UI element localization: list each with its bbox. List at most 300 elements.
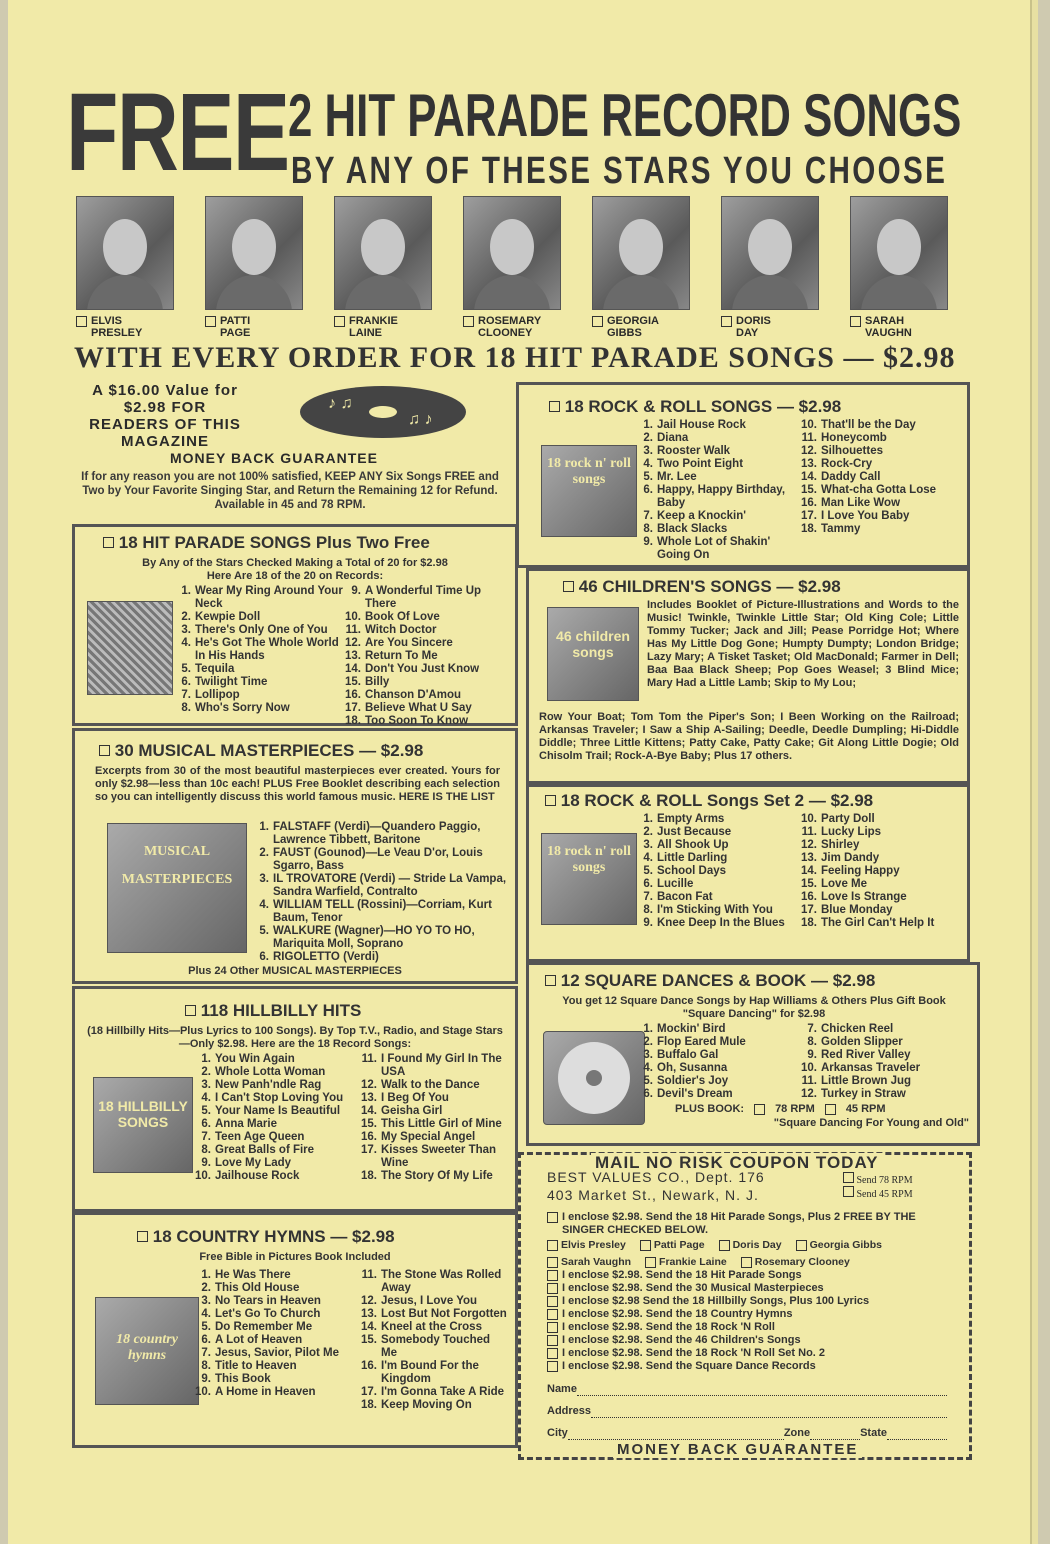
song-number: 11. [801, 826, 817, 838]
coupon-option [547, 1334, 957, 1347]
coupon-option-checkbox[interactable] [547, 1283, 558, 1294]
list-item [173, 689, 343, 702]
photo-body [87, 275, 163, 310]
song-number: 6. [201, 1334, 211, 1346]
song-number: 10. [195, 1386, 211, 1398]
song-number: 14. [801, 865, 817, 877]
country-hymns-checkbox[interactable] [137, 1231, 148, 1242]
masterpieces-footer: Plus 24 Other MUSICAL MASTERPIECES [188, 965, 402, 977]
list-item [799, 419, 959, 432]
list-item [635, 419, 799, 432]
hillbilly-checkbox[interactable] [185, 1005, 196, 1016]
star-first-name: PATTI [220, 315, 251, 327]
song-number: 15. [361, 1334, 377, 1346]
song-number: 16. [801, 497, 817, 509]
star-checkbox[interactable] [463, 316, 474, 327]
song-title: All Shook Up [657, 839, 729, 851]
list-item [799, 1036, 969, 1049]
song-title: Walk to the Dance [381, 1079, 480, 1091]
song-number: 1. [643, 813, 653, 825]
list-item [799, 445, 959, 458]
list-item [799, 458, 959, 471]
list-item [173, 624, 343, 637]
value-statement: A $16.00 Value for $2.98 FOR READERS OF THIS MAGAZINE [89, 382, 241, 450]
song-title: Turkey in Straw [821, 1088, 906, 1100]
masterpieces-body: Excerpts from 30 of the most beautiful masterpieces ever created. Yours for only $2.98—less than 10c each! PLUS Free Booklet describing each selection so you can intelligently discuss this world famous music. HERE IS THE LIST [95, 765, 500, 803]
square-dances-body: You get 12 Square Dance Songs by Hap Williams & Others Plus Gift Book "Square Dancing" for $2.98 [562, 995, 946, 1020]
photo-body [345, 275, 421, 310]
rock-roll-checkbox[interactable] [549, 401, 560, 412]
song-number: 11. [361, 1053, 377, 1065]
song-title: Whole Lot of Shakin' Going On [657, 536, 771, 561]
song-title: Feeling Happy [821, 865, 900, 877]
list-item [799, 878, 959, 891]
singer-checkbox[interactable] [640, 1240, 651, 1251]
square-dances-list-2 [799, 1023, 969, 1101]
zone-field[interactable] [810, 1427, 860, 1440]
list-item [799, 1075, 969, 1088]
song-title: Black Slacks [657, 523, 728, 535]
song-number: 18. [801, 523, 817, 535]
list-item [635, 523, 799, 536]
song-number: 12. [361, 1079, 377, 1091]
list-item [799, 510, 959, 523]
song-number: 9. [643, 917, 653, 929]
star-name-row [76, 315, 172, 339]
rock-roll-set2-list-2 [799, 813, 959, 930]
song-title: Lollipop [195, 689, 240, 701]
song-title: Empty Arms [657, 813, 725, 825]
hillbilly-list-2 [359, 1053, 509, 1183]
song-title: Rock-Cry [821, 458, 873, 470]
list-item [193, 1334, 363, 1347]
list-item [359, 1295, 509, 1308]
song-title: New Panh'ndle Rag [215, 1079, 322, 1091]
song-title: FAUST (Gounod)—Le Veau D'or, Louis Sgarro, Bass [273, 847, 483, 872]
coupon-company: BEST VALUES CO., Dept. 176 [547, 1169, 765, 1185]
list-item [359, 1386, 509, 1399]
list-item [635, 1075, 805, 1088]
coupon-option-label: I enclose $2.98. Send the 46 Children's Songs [562, 1334, 801, 1346]
coupon-option-checkbox[interactable] [547, 1309, 558, 1320]
star-photo [850, 196, 948, 310]
coupon-option [547, 1321, 957, 1334]
song-number: 17. [361, 1144, 377, 1156]
list-item [799, 813, 959, 826]
song-number: 13. [801, 852, 817, 864]
singer-label: Patti Page [653, 1239, 705, 1251]
song-number: 11. [801, 432, 817, 444]
song-title: My Special Angel [381, 1131, 476, 1143]
star-first-name: ROSEMARY [478, 315, 542, 327]
send-45-row [843, 1185, 913, 1200]
coupon-header: MAIL NO RISK COUPON TODAY [591, 1153, 883, 1173]
coupon-option-checkbox[interactable] [547, 1361, 558, 1372]
song-title: Lucille [657, 878, 694, 890]
list-item [193, 1295, 363, 1308]
song-title: Diana [657, 432, 689, 444]
song-title: Who's Sorry Now [195, 702, 290, 714]
rock-roll-set2-list-1 [635, 813, 805, 930]
masterpieces-title: 30 MUSICAL MASTERPIECES — $2.98 [114, 741, 424, 760]
song-number: 3. [201, 1295, 211, 1307]
list-item [193, 1131, 363, 1144]
list-item [173, 676, 343, 689]
masterpieces-checkbox[interactable] [99, 745, 110, 756]
plus-book-label: PLUS BOOK: [675, 1103, 745, 1115]
star-photo [76, 196, 174, 310]
rpm-78-label: 78 RPM [775, 1103, 815, 1115]
song-number: 16. [361, 1131, 377, 1143]
song-number: 15. [345, 676, 361, 688]
song-title: What-cha Gotta Lose [821, 484, 937, 496]
country-hymns-list-2 [359, 1269, 509, 1412]
list-item [193, 1386, 363, 1399]
star-first-name: SARAH [865, 315, 905, 327]
song-title: Believe What U Say [365, 702, 472, 714]
list-item [343, 624, 513, 637]
childrens-title-row [563, 577, 841, 597]
enclose-main-text: I enclose $2.98. Send the 18 Hit Parade Songs, Plus 2 FREE BY THE SINGER CHECKED BELOW. [562, 1211, 916, 1236]
send-78-checkbox[interactable] [843, 1172, 854, 1183]
song-number: 1. [201, 1269, 211, 1281]
list-item [193, 1092, 363, 1105]
singer-option [796, 1239, 882, 1252]
square-dances-checkbox[interactable] [545, 975, 556, 986]
rock-roll-album-cover: 18 rock n' roll songs [541, 445, 637, 537]
star-name [607, 315, 659, 339]
song-number: 12. [801, 839, 817, 851]
list-item [359, 1131, 509, 1144]
star-checkbox[interactable] [334, 316, 345, 327]
city-field[interactable] [568, 1427, 784, 1440]
square-dances-title-row [545, 971, 875, 991]
list-item [193, 1157, 363, 1170]
singer-checkbox[interactable] [645, 1257, 656, 1268]
intro-body: If for any reason you are not 100% satisfied, KEEP ANY Six Songs FREE and Two by Your Favorite Singing Star, and Return the Remaining 12 for Refund. Available in 45 and 78 RPM. [81, 471, 499, 511]
song-number: 14. [361, 1105, 377, 1117]
song-number: 5. [643, 865, 653, 877]
song-number: 9. [807, 1049, 817, 1061]
song-title: Honeycomb [821, 432, 887, 444]
song-number: 6. [643, 484, 653, 496]
list-item [635, 1062, 805, 1075]
list-item [359, 1144, 509, 1170]
hillbilly-box [72, 986, 518, 1212]
list-item [193, 1105, 363, 1118]
song-number: 10. [801, 1062, 817, 1074]
list-item [635, 432, 799, 445]
address-row [547, 1405, 947, 1418]
rock-roll-box [516, 382, 970, 568]
coupon-option-checkbox[interactable] [547, 1348, 558, 1359]
star-last-name: VAUGHN [865, 327, 912, 339]
star-name-row [850, 315, 946, 339]
singer-label: Elvis Presley [561, 1239, 626, 1251]
song-title: Tequila [195, 663, 235, 675]
coupon-option [547, 1269, 957, 1282]
song-title: Jim Dandy [821, 852, 880, 864]
singer-choices [547, 1239, 947, 1269]
song-title: This Little Girl of Mine [381, 1118, 502, 1130]
song-number: 9. [351, 585, 361, 597]
song-title: WILLIAM TELL (Rossini)—Corriam, Kurt Baum, Tenor [273, 899, 492, 924]
state-field[interactable] [887, 1427, 947, 1440]
song-title: Return To Me [365, 650, 438, 662]
song-title: Knee Deep In the Blues [657, 917, 785, 929]
song-number: 7. [201, 1131, 211, 1143]
name-label: Name [547, 1383, 577, 1395]
star-photo [334, 196, 432, 310]
song-number: 13. [801, 458, 817, 470]
list-item [635, 536, 799, 562]
song-number: 18. [801, 917, 817, 929]
coupon-option-label: I enclose $2.98. Send the 18 Hit Parade Songs [562, 1269, 802, 1281]
song-title: Chanson D'Amou [365, 689, 462, 701]
song-title: I'm Sticking With You [657, 904, 773, 916]
singer-checkbox[interactable] [719, 1240, 730, 1251]
rock-roll-set2-title-row [545, 791, 873, 811]
photo-body [861, 275, 937, 310]
song-number: 8. [643, 904, 653, 916]
song-title: Teen Age Queen [215, 1131, 305, 1143]
send-45-label: Send 45 RPM [856, 1189, 913, 1200]
list-item [635, 826, 805, 839]
list-item [799, 891, 959, 904]
song-title: Mockin' Bird [657, 1023, 726, 1035]
song-number: 5. [643, 471, 653, 483]
list-item [343, 676, 513, 689]
song-title: Wear My Ring Around Your Neck [195, 585, 343, 610]
song-number: 2. [181, 611, 191, 623]
hit-parade-checkbox[interactable] [103, 537, 114, 548]
song-title: This Book [215, 1373, 271, 1385]
country-hymns-title: 18 COUNTRY HYMNS — $2.98 [152, 1227, 395, 1246]
song-number: 1. [643, 419, 653, 431]
send-78-row [843, 1171, 913, 1186]
singer-label: Georgia Gibbs [809, 1239, 882, 1251]
address-label: Address [547, 1405, 592, 1417]
star-name-row [592, 315, 688, 339]
star-name [478, 315, 541, 339]
star-checkbox[interactable] [850, 316, 861, 327]
star-first-name: GEORGIA [607, 315, 659, 327]
song-number: 6. [643, 878, 653, 890]
record-disc-icon [544, 1032, 644, 1124]
coupon-options [547, 1269, 957, 1373]
star-choice [205, 196, 301, 339]
singer-checkbox[interactable] [741, 1257, 752, 1268]
list-item [343, 689, 513, 702]
list-item [193, 1308, 363, 1321]
song-number: 14. [345, 663, 361, 675]
list-item [343, 585, 513, 611]
song-title: Golden Slipper [821, 1036, 903, 1048]
song-title: Party Doll [821, 813, 875, 825]
coupon-option-checkbox[interactable] [547, 1270, 558, 1281]
rpm-78-checkbox[interactable] [754, 1104, 765, 1115]
song-number: 6. [201, 1118, 211, 1130]
song-title: Book Of Love [365, 611, 440, 623]
song-number: 7. [643, 891, 653, 903]
offer-line: WITH EVERY ORDER FOR 18 HIT PARADE SONGS — $2.98 [74, 341, 956, 374]
rock-roll-title: 18 ROCK & ROLL SONGS — $2.98 [564, 397, 842, 416]
list-item [359, 1079, 509, 1092]
star-name-row [205, 315, 301, 339]
song-number: 4. [259, 899, 269, 911]
list-item [173, 637, 343, 663]
song-title: School Days [657, 865, 727, 877]
list-item [799, 904, 959, 917]
singer-checkbox[interactable] [796, 1240, 807, 1251]
rock-roll-set2-box [526, 784, 970, 962]
list-item [635, 1023, 805, 1036]
song-number: 4. [643, 458, 653, 470]
singer-option [645, 1256, 727, 1269]
photo-body [474, 275, 550, 310]
song-title: Love Me [821, 878, 868, 890]
childrens-checkbox[interactable] [563, 581, 574, 592]
star-photo [721, 196, 819, 310]
star-choice [463, 196, 559, 339]
list-item [635, 1049, 805, 1062]
song-title: There's Only One of You [195, 624, 328, 636]
enclose-main-row [547, 1211, 947, 1237]
list-item [799, 852, 959, 865]
song-number: 11. [345, 624, 361, 636]
song-title: Rooster Walk [657, 445, 731, 457]
star-first-name: FRANKIE [349, 315, 398, 327]
song-title: Anna Marie [215, 1118, 277, 1130]
song-number: 7. [201, 1347, 211, 1359]
song-number: 1. [643, 1023, 653, 1035]
song-number: 16. [345, 689, 361, 701]
coupon-option-checkbox[interactable] [547, 1322, 558, 1333]
song-number: 9. [201, 1157, 211, 1169]
star-choice [850, 196, 946, 339]
singer-option [547, 1239, 626, 1252]
rpm-45-checkbox[interactable] [825, 1104, 836, 1115]
song-title: A Home in Heaven [215, 1386, 316, 1398]
song-title: Two Point Eight [657, 458, 744, 470]
song-title: Devil's Dream [657, 1088, 733, 1100]
star-name [91, 315, 142, 339]
star-last-name: DAY [736, 327, 759, 339]
coupon-option-checkbox[interactable] [547, 1296, 558, 1307]
childrens-title: 46 CHILDREN'S SONGS — $2.98 [578, 577, 841, 596]
star-checkbox[interactable] [721, 316, 732, 327]
square-dances-title: 12 SQUARE DANCES & BOOK — $2.98 [560, 971, 876, 990]
name-field[interactable] [577, 1383, 947, 1396]
rock-roll-set2-checkbox[interactable] [545, 795, 556, 806]
send-45-checkbox[interactable] [843, 1186, 854, 1197]
list-item [635, 458, 799, 471]
star-checkbox[interactable] [592, 316, 603, 327]
song-title: Little Brown Jug [821, 1075, 912, 1087]
list-item [193, 1373, 363, 1386]
song-number: 7. [181, 689, 191, 701]
photo-face [103, 219, 147, 275]
song-title: Happy, Happy Birthday, Baby [657, 484, 786, 509]
list-item [635, 891, 805, 904]
coupon-option-label: I enclose $2.98. Send the 18 Rock 'N Roll [562, 1321, 775, 1333]
hit-parade-title: 18 HIT PARADE SONGS Plus Two Free [118, 533, 430, 552]
song-number: 8. [201, 1360, 211, 1372]
list-item [635, 917, 805, 930]
list-item [359, 1334, 509, 1360]
singer-checkbox[interactable] [547, 1240, 558, 1251]
intro-section [70, 378, 510, 518]
song-number: 4. [201, 1092, 211, 1104]
list-item [173, 702, 343, 715]
childrens-body-top: Includes Booklet of Picture-Illustrations and Words to the Music! Twinkle, Twinkle Little Star; Old King Cole; Little Tommy Tucker; Jack and Jill; Pease Porridge Hot; Where Has My Little Dog Gone; Humpty Dumpty; London Bridge; Lazy Mary; A Tisket Tasket; Old MacDonald; Farmer in Dell; Baa Baa Black Sheep; Pop Goes Weasel; 3 Blind Mice; Mary Had a Little Lamb; Skip to My Lou; [647, 599, 959, 689]
song-number: 6. [259, 951, 269, 963]
list-item [799, 523, 959, 536]
rock-roll-set2-album-cover: 18 rock n' roll songs [541, 833, 637, 925]
photo-face [361, 219, 405, 275]
country-hymns-title-row [137, 1227, 395, 1247]
song-number: 14. [361, 1321, 377, 1333]
star-checkbox[interactable] [205, 316, 216, 327]
song-number: 15. [801, 878, 817, 890]
song-number: 10. [801, 813, 817, 825]
coupon-option [547, 1360, 957, 1373]
childrens-songs-box [526, 568, 970, 784]
star-name [865, 315, 912, 339]
song-title: Geisha Girl [381, 1105, 443, 1117]
list-item [359, 1092, 509, 1105]
song-title: Lucky Lips [821, 826, 882, 838]
hillbilly-body: (18 Hillbilly Hits—Plus Lyrics to 100 Songs). By Top T.V., Radio, and Stage Stars—Only $2.98. Here are the 18 Record Songs: [87, 1025, 503, 1050]
song-number: 5. [643, 1075, 653, 1087]
star-name-row [721, 315, 817, 339]
list-item [193, 1118, 363, 1131]
star-last-name: GIBBS [607, 327, 642, 339]
mail-coupon [518, 1152, 972, 1460]
list-item [251, 873, 509, 899]
star-photo [592, 196, 690, 310]
list-item [799, 484, 959, 497]
list-item [343, 702, 513, 715]
song-number: 9. [201, 1373, 211, 1385]
song-title: The Story Of My Life [381, 1170, 493, 1182]
coupon-option-checkbox[interactable] [547, 1335, 558, 1346]
song-title: Chicken Reel [821, 1023, 894, 1035]
rock-roll-list-2 [799, 419, 959, 536]
song-number: 17. [801, 510, 817, 522]
star-last-name: LAINE [349, 327, 382, 339]
song-title: Witch Doctor [365, 624, 437, 636]
song-number: 13. [361, 1092, 377, 1104]
list-item [251, 899, 509, 925]
song-title: Shirley [821, 839, 860, 851]
list-item [635, 1088, 805, 1101]
hillbilly-title-row [185, 1001, 361, 1021]
song-title: I Love You Baby [821, 510, 910, 522]
star-checkbox[interactable] [76, 316, 87, 327]
enclose-main-checkbox[interactable] [547, 1212, 558, 1223]
list-item [799, 917, 959, 930]
hillbilly-album-cover: 18 HILLBILLY SONGS [93, 1077, 193, 1173]
address-field[interactable] [591, 1405, 947, 1418]
list-item [359, 1308, 509, 1321]
song-title: Twilight Time [195, 676, 268, 688]
song-title: Kewpie Doll [195, 611, 261, 623]
singer-checkbox[interactable] [547, 1257, 558, 1268]
list-item [359, 1399, 509, 1412]
song-number: 12. [345, 637, 361, 649]
song-number: 2. [201, 1066, 211, 1078]
